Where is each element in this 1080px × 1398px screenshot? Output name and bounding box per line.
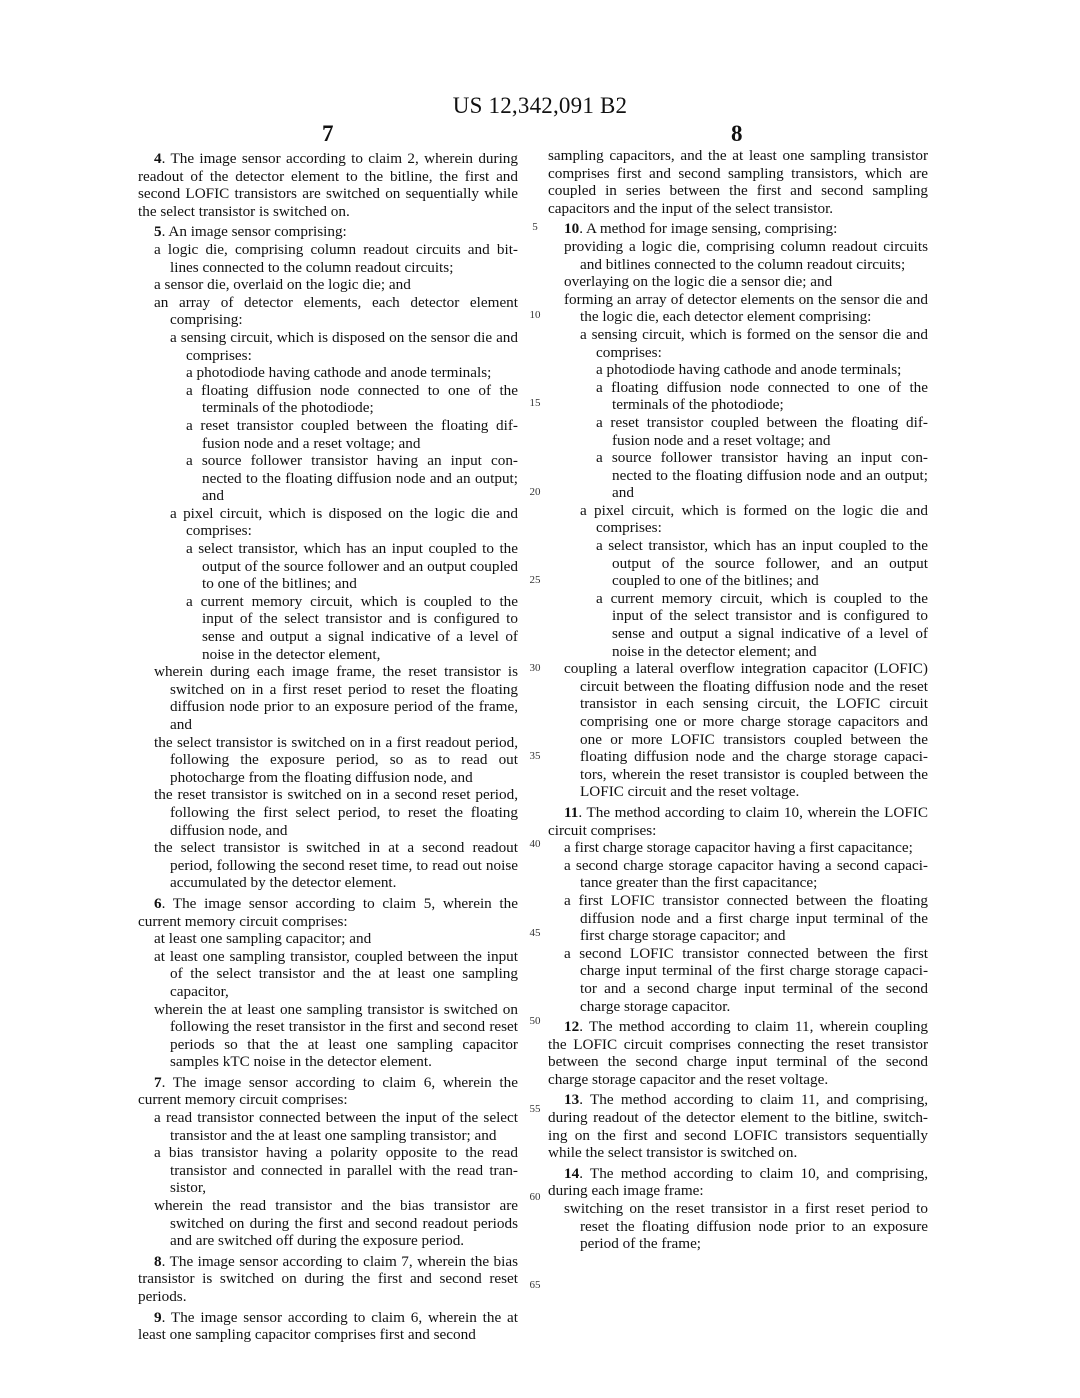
- right-column: [548, 147, 928, 1253]
- claim-text: . A method for image sensing, comprising:: [579, 220, 838, 238]
- claim-text: at least one sampling transistor, coupled between the input of the select transistor and the at least one sampling capacitor,: [154, 947, 518, 1000]
- claim-text-paragraph: [548, 892, 928, 945]
- claim-4-paragraph: [138, 150, 518, 220]
- margin-line-number: 5: [532, 221, 538, 233]
- claim-text: . The image sensor according to claim 7, wherein the bias transistor is switched on during the first and second reset periods.: [138, 1252, 518, 1305]
- claim-text: a read transistor connected between the input of the select transistor and the at least one sampling transistor; and: [154, 1109, 518, 1144]
- claim-text-paragraph: [548, 147, 928, 217]
- margin-line-number: 40: [529, 838, 541, 851]
- claim-text: a logic die, comprising column readout circuits and bit-lines connected to the column readout circuits;: [154, 240, 518, 276]
- claim-number: 12: [564, 1018, 580, 1036]
- claim-number: 14: [564, 1164, 580, 1182]
- claim-text-paragraph: [548, 590, 928, 660]
- claim-text: providing a logic die, comprising column readout circuits and bitlines connected to the column readout circuits;: [564, 237, 928, 273]
- claim-text: . The image sensor according to claim 6, wherein the at least one sampling capacitor comprises first and second: [138, 1308, 518, 1344]
- claim-text-paragraph: [548, 537, 928, 590]
- claim-text: a source follower transistor having an input con-nected to the floating diffusion node and an output; and: [596, 449, 928, 502]
- claim-text-paragraph: [138, 930, 518, 948]
- claim-text: a first charge storage capacitor having a first capacitance;: [564, 839, 913, 857]
- claim-text: a second LOFIC transistor connected between the first charge input terminal of the first charge storage capaci-tor and a second charge input terminal of the second charge storage capacitor.: [564, 944, 928, 1015]
- claim-text: a current memory circuit, which is coupled to the input of the select transistor and is configured to sense and output a signal indicative of a level of noise in the detector element,: [186, 592, 518, 663]
- claim-text-paragraph: [138, 734, 518, 787]
- claim-text: a second charge storage capacitor having a second capaci-tance greater than the first capacitance;: [564, 856, 928, 892]
- claim-text: . The method according to claim 11, and comprising, during readout of the detector element to the bitline, switch-ing on the first and second LOFIC transistors sequentially while the select transistor is switched on.: [548, 1091, 928, 1162]
- claim-text: a bias transistor having a polarity opposite to the read transistor and connected in parallel with the read tran-sistor,: [154, 1144, 518, 1197]
- claim-text: coupling a lateral overflow integration capacitor (LOFIC) circuit between the floating diffusion node and the reset transistor in each sensing circuit, the LOFIC circuit comprising one or more charge storage capacitors and one or more LOFIC transistors coupled between the floating diffusion node and the charge storage capaci-tors, wherein the reset transistor is coupled between the LOFIC circuit and the reset voltage.: [564, 660, 928, 801]
- claim-8-paragraph: [138, 1253, 518, 1306]
- claim-text: a photodiode having cathode and anode terminals;: [186, 364, 492, 382]
- claim-text: wherein the read transistor and the bias transistor are switched on during the first and second readout periods and are switched off during the exposure period.: [154, 1197, 518, 1250]
- margin-line-number: 55: [529, 1103, 541, 1115]
- claim-text: switching on the reset transistor in a first reset period to reset the floating diffusion node prior to an exposure period of the frame;: [564, 1200, 928, 1253]
- claim-text: a source follower transistor having an input con-nected to the floating diffusion node and an output; and: [186, 452, 518, 505]
- claim-number: 5: [154, 223, 162, 241]
- margin-line-number: 10: [529, 309, 541, 322]
- claim-text: . The image sensor according to claim 6, wherein the current memory circuit comprises:: [138, 1073, 518, 1109]
- claim-text-paragraph: [138, 294, 518, 329]
- claim-number: 10: [564, 220, 580, 238]
- claim-text-paragraph: [138, 1001, 518, 1071]
- claim-text: a photodiode having cathode and anode terminals;: [596, 361, 902, 379]
- claim-text: . The method according to claim 10, and comprising, during each image frame:: [548, 1164, 928, 1200]
- margin-line-number: 35: [529, 750, 541, 763]
- claim-7-paragraph: [138, 1074, 518, 1109]
- claim-11-paragraph: [548, 804, 928, 839]
- claim-number: 9: [154, 1308, 162, 1326]
- claim-text: a pixel circuit, which is disposed on the logic die and comprises:: [170, 504, 518, 540]
- claim-text: the reset transistor is switched on in a second reset period, following the first select period, to reset the floating diffusion node, and: [154, 786, 518, 839]
- claim-text: . The image sensor according to claim 2, wherein during readout of the detector element to the bitline, the first and second LOFIC transistors are switched on sequentially while the select transistor is switched on.: [138, 150, 518, 220]
- claim-12-paragraph: [548, 1018, 928, 1088]
- margin-line-number: 15: [529, 397, 541, 410]
- claim-text-paragraph: [548, 502, 928, 537]
- claim-text-paragraph: [138, 364, 518, 382]
- claim-text-paragraph: [548, 414, 928, 449]
- claim-text-paragraph: [138, 839, 518, 892]
- claim-text-paragraph: [138, 452, 518, 505]
- margin-line-number: 45: [529, 926, 541, 939]
- claim-text: a reset transistor coupled between the floating dif-fusion node and a reset voltage; and: [596, 413, 928, 449]
- claim-text: an array of detector elements, each detector element comprising:: [154, 293, 518, 329]
- claim-text: . An image sensor comprising:: [161, 223, 347, 241]
- claim-text-paragraph: [548, 449, 928, 502]
- claim-text-paragraph: [138, 1144, 518, 1197]
- claim-text: wherein the at least one sampling transistor is switched on following the reset transistor in the first and second reset periods so that the at least one sampling capacitor samples kTC noise in the detector element.: [154, 1000, 518, 1071]
- claim-text-paragraph: [138, 329, 518, 364]
- claim-text-paragraph: [138, 786, 518, 839]
- margin-line-number: 65: [529, 1279, 541, 1292]
- claim-text: at least one sampling capacitor; and: [154, 930, 372, 948]
- patent-header: US 12,342,091 B2: [452, 93, 628, 118]
- claim-text: the select transistor is switched on in a first readout period, following the exposure period, so as to read out photocharge from the floating diffusion node, and: [154, 733, 518, 786]
- claim-text: a floating diffusion node connected to one of the terminals of the photodiode;: [186, 381, 518, 417]
- margin-line-number: 50: [529, 1014, 541, 1027]
- claim-number: 8: [154, 1252, 162, 1270]
- claim-text-paragraph: [138, 948, 518, 1001]
- claim-14-paragraph: [548, 1165, 928, 1200]
- claim-text-paragraph: [138, 1109, 518, 1144]
- margin-line-number: 20: [529, 485, 541, 498]
- claim-text: a select transistor, which has an input coupled to the output of the source follower, and an output coupled to one of the bitlines; and: [596, 537, 928, 590]
- claim-number: 6: [154, 894, 162, 912]
- claim-text: a sensing circuit, which is disposed on the sensor die and comprises:: [170, 328, 518, 364]
- claim-number: 7: [154, 1073, 162, 1091]
- claim-text: sampling capacitors, and the at least one sampling transistor comprises first and second sampling transistors, which are coupled in series between the first and second sampling capacitors and the input of the select transistor.: [548, 147, 928, 217]
- claim-text-paragraph: [548, 857, 928, 892]
- claim-text-paragraph: [138, 1197, 518, 1250]
- margin-line-number: 60: [529, 1191, 541, 1204]
- claim-text-paragraph: [138, 540, 518, 593]
- claim-text-paragraph: [138, 382, 518, 417]
- claim-text: overlaying on the logic die a sensor die; and: [564, 273, 833, 291]
- claim-text: a reset transistor coupled between the floating dif-fusion node and a reset voltage; and: [186, 416, 518, 452]
- margin-line-number: 25: [529, 573, 541, 586]
- claim-text-paragraph: [548, 945, 928, 1015]
- claim-text: a floating diffusion node connected to one of the terminals of the photodiode;: [596, 378, 928, 414]
- claim-text: . The method according to claim 10, wherein the LOFIC circuit comprises:: [548, 803, 928, 839]
- claim-text-paragraph: [548, 291, 928, 326]
- claim-text: forming an array of detector elements on the sensor die and the logic die, each detector element comprising:: [564, 290, 928, 326]
- claim-text-paragraph: [548, 839, 928, 857]
- claim-text: a sensing circuit, which is formed on the sensor die and comprises:: [580, 325, 928, 361]
- claim-text-paragraph: [548, 273, 928, 291]
- claim-text-paragraph: [138, 241, 518, 276]
- claim-text: . The method according to claim 11, wherein coupling the LOFIC circuit comprises connecting the reset transistor between the second charge input terminal of the second charge storage capacitor and the reset voltage.: [548, 1018, 928, 1088]
- claim-5-paragraph: [138, 223, 518, 241]
- claim-9-paragraph: [138, 1309, 518, 1344]
- claim-number: 4: [154, 150, 162, 167]
- claim-text-paragraph: [548, 361, 928, 379]
- claim-text: a current memory circuit, which is coupled to the input of the select transistor and is configured to sense and output a signal indicative of a level of noise in the detector element; and: [596, 589, 928, 660]
- claim-text-paragraph: [548, 326, 928, 361]
- claim-text: wherein during each image frame, the reset transistor is switched on in a first reset period to reset the floating diffusion node prior to an exposure period of the frame, and: [154, 663, 518, 733]
- margin-line-number: 30: [529, 662, 541, 674]
- claim-text-paragraph: [138, 663, 518, 733]
- claim-text-paragraph: [548, 660, 928, 801]
- claim-text: a pixel circuit, which is formed on the logic die and comprises:: [580, 501, 928, 537]
- claim-text-paragraph: [138, 276, 518, 294]
- claim-10-paragraph: [548, 220, 928, 238]
- claim-text-paragraph: [138, 505, 518, 540]
- claim-text-paragraph: [138, 417, 518, 452]
- claim-text: a first LOFIC transistor connected between the floating diffusion node and a first charge input terminal of the first charge storage capacitor; and: [564, 891, 928, 945]
- claim-text: . The image sensor according to claim 5, wherein the current memory circuit comprises:: [138, 894, 518, 930]
- left-column: [138, 147, 518, 1344]
- claim-text-paragraph: [548, 238, 928, 273]
- claim-text: a select transistor, which has an input coupled to the output of the source follower and an output coupled to one of the bitlines; and: [186, 540, 518, 593]
- claim-number: 11: [564, 803, 579, 821]
- claim-text: a sensor die, overlaid on the logic die; and: [154, 276, 411, 294]
- claim-text-paragraph: [548, 379, 928, 414]
- claim-text-paragraph: [548, 1200, 928, 1253]
- claim-6-paragraph: [138, 895, 518, 930]
- page-number-left: 7: [322, 121, 334, 146]
- claim-13-paragraph: [548, 1091, 928, 1161]
- claim-text-paragraph: [138, 593, 518, 663]
- claim-number: 13: [564, 1091, 580, 1109]
- claim-text: the select transistor is switched in at a second readout period, following the second reset time, to read out noise accumulated by the detector element.: [154, 839, 518, 892]
- page-number-right: 8: [731, 121, 743, 146]
